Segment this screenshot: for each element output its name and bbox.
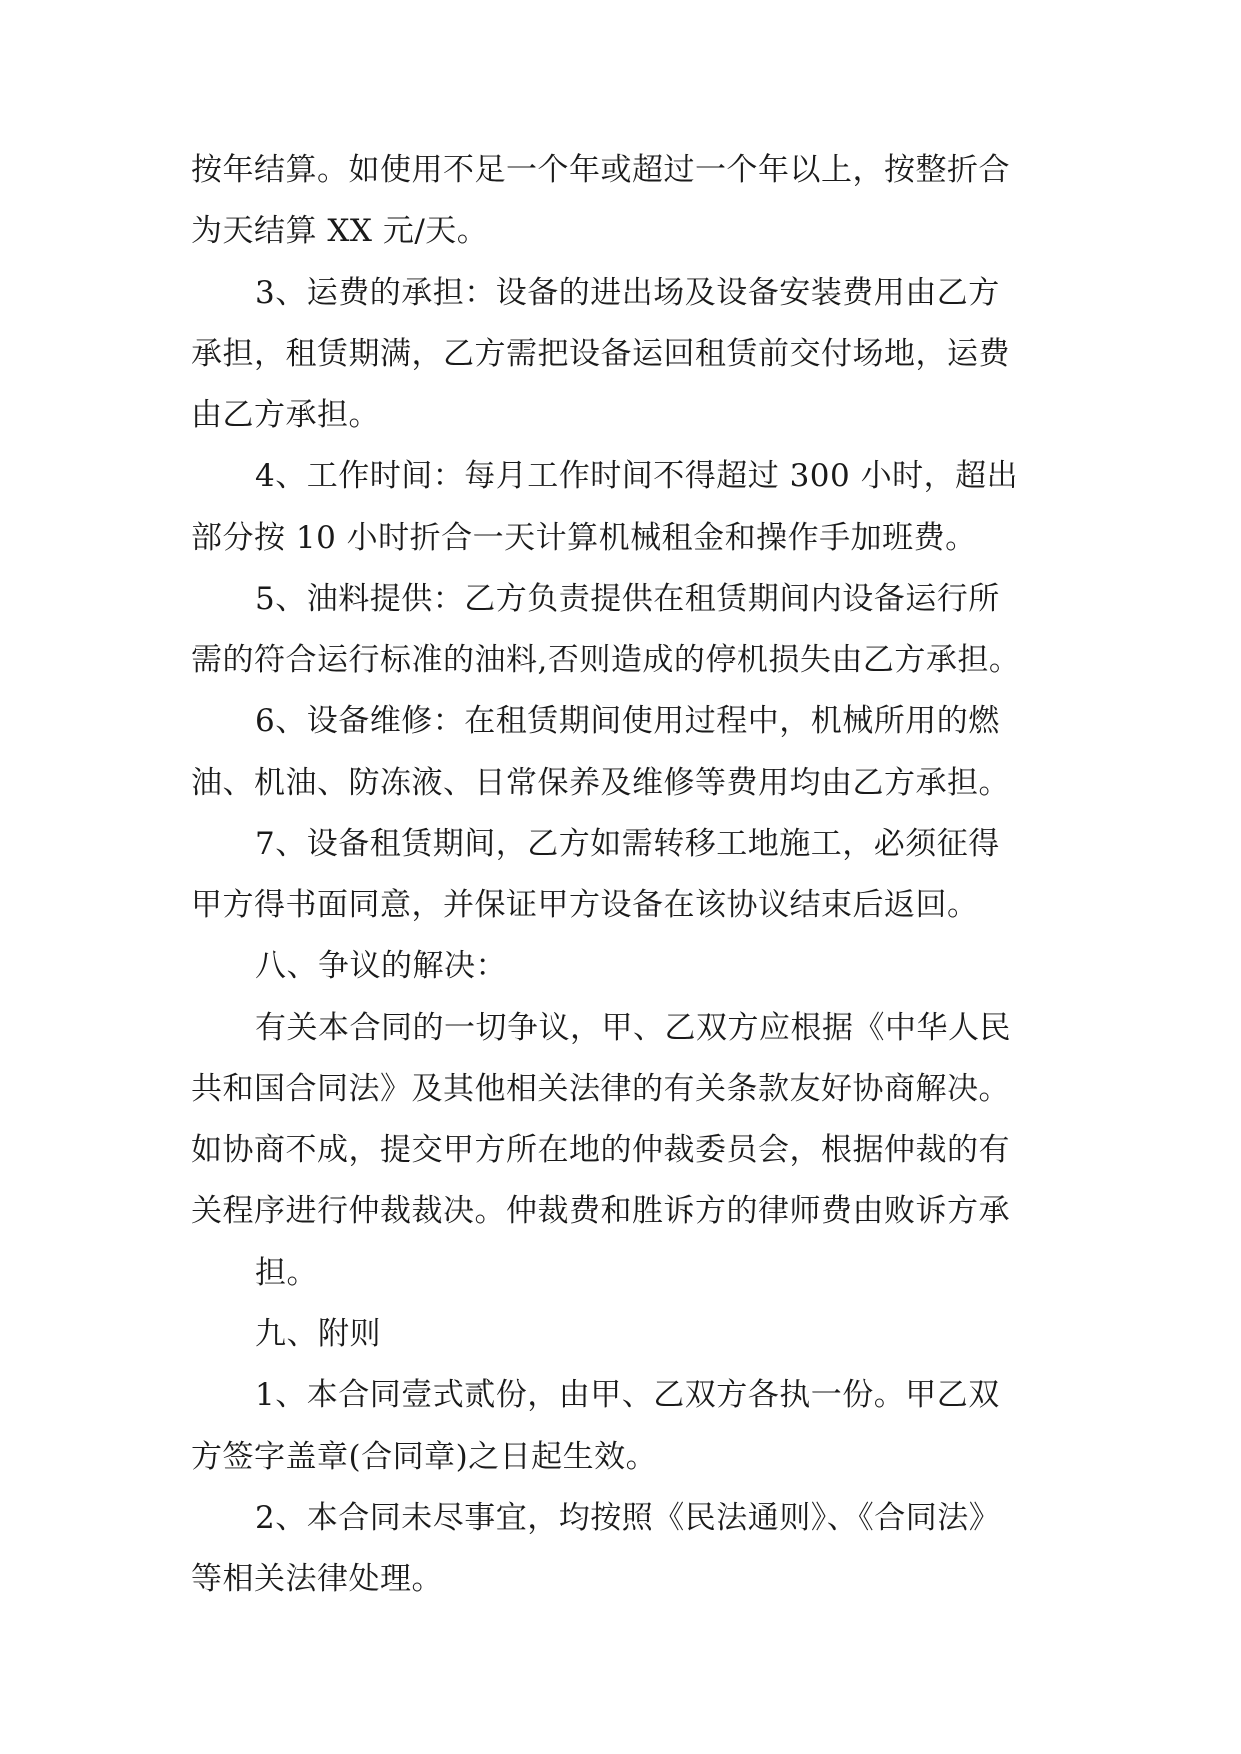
text-line: 等相关法律处理。: [191, 1561, 443, 1597]
text-line: 甲方得书面同意，并保证甲方设备在该协议结束后返回。: [191, 887, 979, 923]
text-line: 按年结算。如使用不足一个年或超过一个年以上，按整折合: [191, 152, 1010, 188]
text-line: 油、机油、防冻液、日常保养及维修等费用均由乙方承担。: [191, 765, 1010, 801]
text-line: 3、运费的承担：设备的进出场及设备安装费用由乙方: [255, 275, 1000, 311]
text-line: 2、本合同未尽事宜，均按照《民法通则》、《合同法》: [255, 1500, 1001, 1536]
text-line: 承担，租赁期满，乙方需把设备运回租赁前交付场地，运费: [191, 336, 1010, 372]
text-line: 由乙方承担。: [191, 397, 380, 433]
text-line: 关程序进行仲裁裁决。仲裁费和胜诉方的律师费由败诉方承: [191, 1193, 1010, 1229]
text-line: 4、工作时间：每月工作时间不得超过 300 小时，超出: [255, 458, 1019, 494]
text-line: 如协商不成，提交甲方所在地的仲裁委员会，根据仲裁的有: [191, 1132, 1010, 1168]
text-line: 1、本合同壹式贰份，由甲、乙双方各执一份。甲乙双: [255, 1377, 1000, 1413]
text-line: 担。: [255, 1255, 318, 1291]
text-line: 共和国合同法》及其他相关法律的有关条款友好协商解决。: [191, 1071, 1010, 1107]
text-line: 7、设备租赁期间，乙方如需转移工地施工，必须征得: [255, 826, 1000, 862]
text-line: 方签字盖章(合同章)之日起生效。: [191, 1439, 658, 1475]
text-line: 为天结算 XX 元/天。: [191, 213, 489, 249]
text-line: 5、油料提供：乙方负责提供在租赁期间内设备运行所: [255, 581, 1000, 617]
text-line: 6、设备维修：在租赁期间使用过程中，机械所用的燃: [255, 703, 1000, 739]
text-line: 部分按 10 小时折合一天计算机械租金和操作手加班费。: [191, 520, 977, 556]
section-heading: 九、附则: [255, 1316, 381, 1352]
text-line: 有关本合同的一切争议，甲、乙双方应根据《中华人民: [255, 1010, 1011, 1046]
text-line: 需的符合运行标准的油料,否则造成的停机损失由乙方承担。: [191, 642, 1021, 678]
section-heading: 八、争议的解决：: [255, 948, 507, 984]
